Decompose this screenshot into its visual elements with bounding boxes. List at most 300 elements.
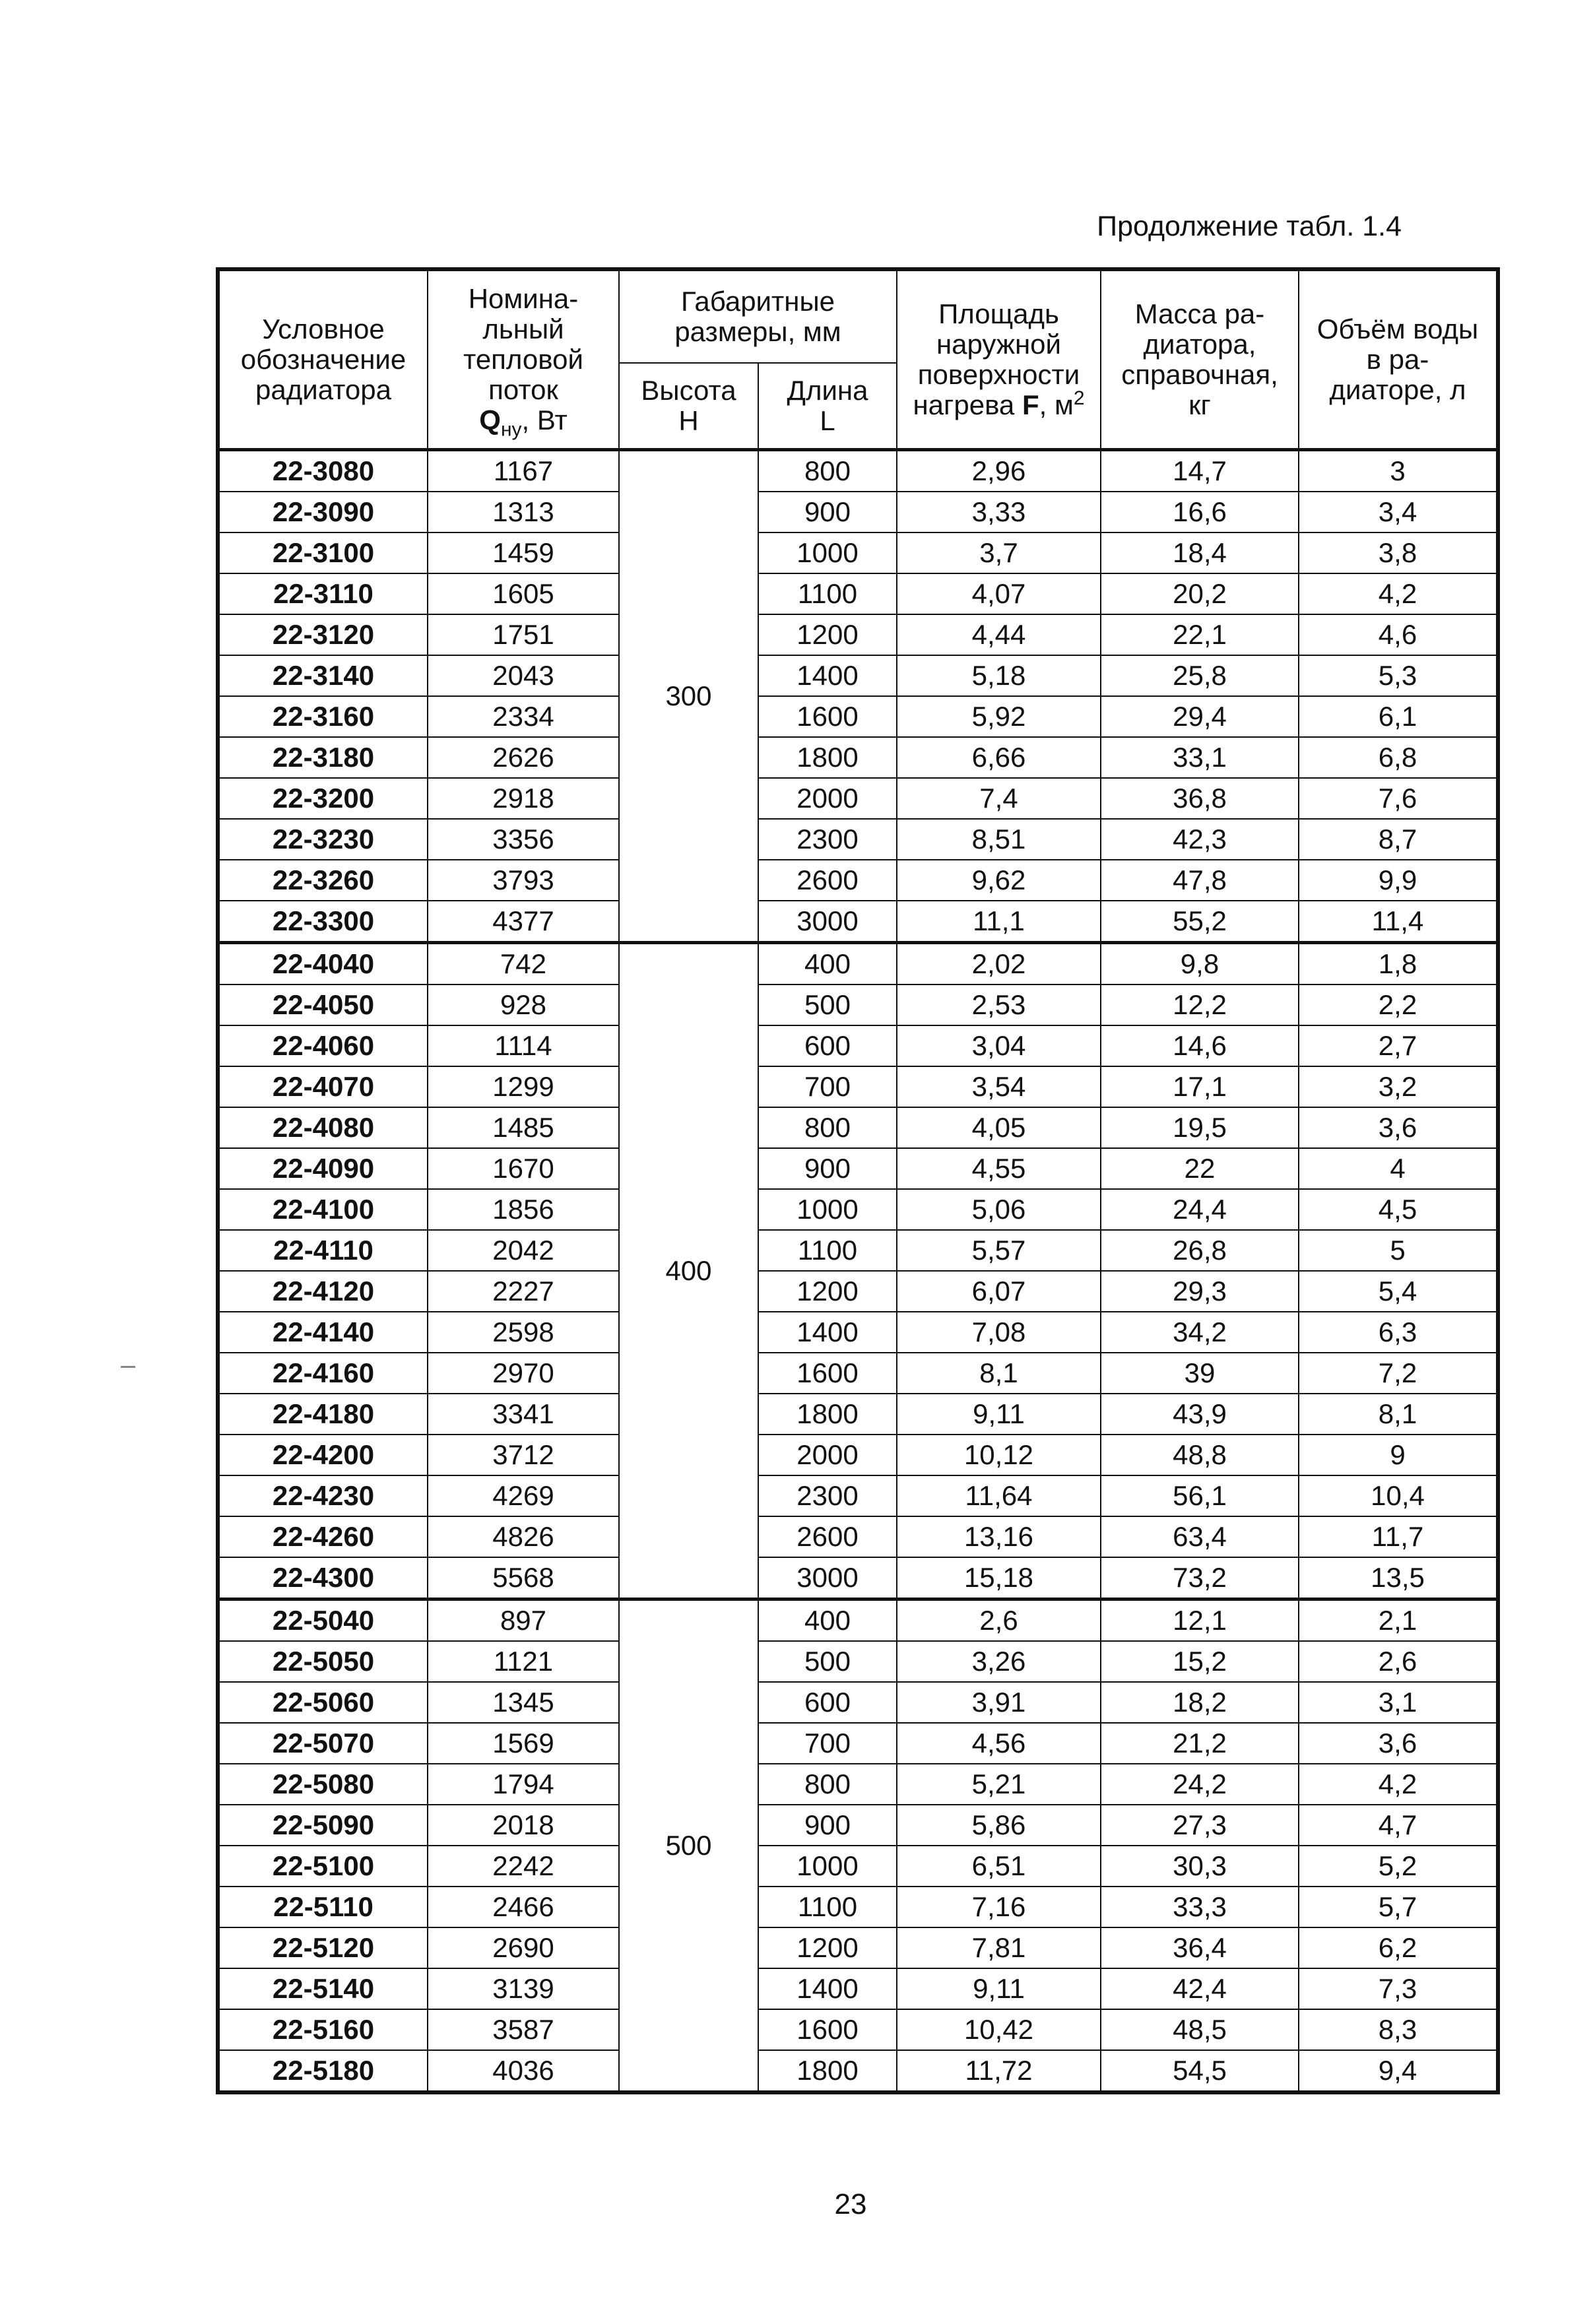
cell-length: 1100 [758,1887,897,1927]
cell-area: 7,4 [897,778,1101,819]
cell-code: 22-4080 [218,1107,428,1148]
cell-power: 2242 [428,1846,619,1887]
cell-code: 22-4140 [218,1312,428,1353]
header-height-symbol: H [678,405,699,436]
cell-power: 4036 [428,2050,619,2092]
cell-power: 1167 [428,450,619,492]
cell-length: 1600 [758,2009,897,2050]
cell-mass: 34,2 [1101,1312,1299,1353]
table-row [218,1887,1498,1927]
cell-length: 700 [758,1066,897,1107]
table-group [218,450,1498,943]
cell-mass: 33,1 [1101,737,1299,778]
table-row [218,819,1498,860]
cell-length: 1100 [758,1230,897,1271]
cell-volume: 2,1 [1299,1599,1498,1642]
cell-length: 1200 [758,1927,897,1968]
cell-power: 5568 [428,1557,619,1599]
cell-volume: 6,2 [1299,1927,1498,1968]
cell-code: 22-3230 [218,819,428,860]
cell-code: 22-4160 [218,1353,428,1394]
cell-area: 4,07 [897,573,1101,614]
cell-volume: 3,2 [1299,1066,1498,1107]
cell-power: 1459 [428,533,619,573]
table-row [218,2050,1498,2092]
cell-power: 897 [428,1599,619,1642]
table-row [218,1353,1498,1394]
cell-volume: 2,2 [1299,984,1498,1025]
cell-length: 1800 [758,2050,897,2092]
cell-mass: 14,7 [1101,450,1299,492]
table-row [218,860,1498,901]
table-row [218,1312,1498,1353]
table-row [218,1968,1498,2009]
cell-mass: 42,3 [1101,819,1299,860]
cell-code: 22-5060 [218,1682,428,1723]
cell-code: 22-4180 [218,1394,428,1435]
header-power-subscript: ну [500,418,522,441]
header-length [758,363,897,450]
cell-length: 800 [758,1107,897,1148]
cell-length: 400 [758,943,897,985]
cell-area: 9,11 [897,1968,1101,2009]
cell-area: 3,91 [897,1682,1101,1723]
cell-power: 1751 [428,614,619,655]
cell-power: 2043 [428,655,619,696]
cell-height-group: 400 [619,943,758,1599]
cell-volume: 10,4 [1299,1475,1498,1516]
table-row [218,1641,1498,1682]
cell-area: 4,44 [897,614,1101,655]
cell-volume: 9,9 [1299,860,1498,901]
cell-code: 22-3160 [218,696,428,737]
cell-power: 1313 [428,492,619,533]
cell-mass: 56,1 [1101,1475,1299,1516]
cell-length: 600 [758,1682,897,1723]
cell-area: 8,1 [897,1353,1101,1394]
header-area-symbol: F [1022,389,1039,420]
cell-volume: 2,6 [1299,1641,1498,1682]
cell-code: 22-5180 [218,2050,428,2092]
cell-code: 22-3090 [218,492,428,533]
cell-code: 22-4070 [218,1066,428,1107]
cell-mass: 48,5 [1101,2009,1299,2050]
cell-height-group: 500 [619,1599,758,2093]
cell-area: 5,86 [897,1805,1101,1846]
table-row [218,2009,1498,2050]
header-area-unit: , [1039,389,1047,420]
cell-code: 22-4230 [218,1475,428,1516]
table-row [218,1516,1498,1557]
cell-power: 742 [428,943,619,985]
cell-mass: 43,9 [1101,1394,1299,1435]
cell-power: 3341 [428,1394,619,1435]
cell-area: 5,92 [897,696,1101,737]
cell-length: 1800 [758,737,897,778]
cell-mass: 54,5 [1101,2050,1299,2092]
cell-code: 22-3100 [218,533,428,573]
header-power-line2: льный [482,313,564,344]
cell-code: 22-5070 [218,1723,428,1764]
cell-volume: 3,8 [1299,533,1498,573]
cell-volume: 3,4 [1299,492,1498,533]
cell-power: 1605 [428,573,619,614]
cell-mass: 17,1 [1101,1066,1299,1107]
cell-power: 1485 [428,1107,619,1148]
cell-length: 2000 [758,778,897,819]
table-row [218,984,1498,1025]
cell-power: 2598 [428,1312,619,1353]
table-row [218,573,1498,614]
cell-power: 3712 [428,1435,619,1475]
cell-length: 2600 [758,1516,897,1557]
cell-area: 13,16 [897,1516,1101,1557]
cell-volume: 4,5 [1299,1189,1498,1230]
cell-area: 4,56 [897,1723,1101,1764]
cell-length: 1000 [758,533,897,573]
cell-length: 1000 [758,1846,897,1887]
cell-mass: 12,1 [1101,1599,1299,1642]
cell-code: 22-5050 [218,1641,428,1682]
cell-area: 6,07 [897,1271,1101,1312]
table-group [218,1599,1498,2093]
cell-length: 1800 [758,1394,897,1435]
cell-code: 22-3300 [218,901,428,943]
cell-area: 5,06 [897,1189,1101,1230]
cell-area: 3,7 [897,533,1101,573]
cell-code: 22-5100 [218,1846,428,1887]
cell-area: 7,81 [897,1927,1101,1968]
header-volume: Объём воды в ра-диаторе, л [1299,269,1498,450]
cell-code: 22-5110 [218,1887,428,1927]
table-row [218,492,1498,533]
table-group [218,943,1498,1599]
cell-area: 5,21 [897,1764,1101,1805]
cell-code: 22-3200 [218,778,428,819]
cell-code: 22-5080 [218,1764,428,1805]
cell-mass: 36,8 [1101,778,1299,819]
cell-length: 3000 [758,901,897,943]
stray-scan-mark [121,1366,135,1368]
cell-length: 1100 [758,573,897,614]
cell-length: 700 [758,1723,897,1764]
table-row [218,1025,1498,1066]
cell-power: 2970 [428,1353,619,1394]
table-row [218,737,1498,778]
cell-code: 22-4110 [218,1230,428,1271]
cell-length: 1200 [758,614,897,655]
radiator-table [216,267,1500,2094]
cell-code: 22-4040 [218,943,428,985]
cell-area: 10,12 [897,1435,1101,1475]
cell-area: 11,64 [897,1475,1101,1516]
cell-area: 9,11 [897,1394,1101,1435]
cell-power: 1670 [428,1148,619,1189]
table-row [218,1557,1498,1599]
page-number: 23 [834,2188,867,2220]
cell-volume: 9 [1299,1435,1498,1475]
cell-mass: 29,3 [1101,1271,1299,1312]
header-length-symbol: L [820,405,835,436]
cell-area: 10,42 [897,2009,1101,2050]
header-power-symbol-line [428,404,618,441]
header-designation: Условное обозначение радиатора [218,269,428,450]
cell-mass: 42,4 [1101,1968,1299,2009]
cell-mass: 14,6 [1101,1025,1299,1066]
cell-volume: 3 [1299,450,1498,492]
table-caption: Продолжение табл. 1.4 [1097,210,1402,242]
cell-power: 2227 [428,1271,619,1312]
cell-length: 900 [758,492,897,533]
cell-length: 900 [758,1805,897,1846]
cell-power: 3356 [428,819,619,860]
header-area-unit2: м [1054,389,1074,420]
cell-code: 22-4090 [218,1148,428,1189]
cell-power: 1856 [428,1189,619,1230]
cell-power: 1569 [428,1723,619,1764]
cell-volume: 13,5 [1299,1557,1498,1599]
cell-volume: 7,3 [1299,1968,1498,2009]
cell-mass: 18,4 [1101,533,1299,573]
cell-code: 22-5120 [218,1927,428,1968]
cell-length: 600 [758,1025,897,1066]
cell-power: 4377 [428,901,619,943]
cell-volume: 4,6 [1299,614,1498,655]
header-dimensions: Габаритные размеры, мм [619,269,897,363]
cell-code: 22-4120 [218,1271,428,1312]
cell-area: 2,6 [897,1599,1101,1642]
table-row [218,1599,1498,1642]
cell-code: 22-5040 [218,1599,428,1642]
cell-area: 3,54 [897,1066,1101,1107]
header-power-line1: Номина- [468,283,579,314]
cell-area: 3,04 [897,1025,1101,1066]
cell-code: 22-4260 [218,1516,428,1557]
cell-power: 1114 [428,1025,619,1066]
cell-volume: 6,3 [1299,1312,1498,1353]
cell-length: 3000 [758,1557,897,1599]
header-height [619,363,758,450]
cell-code: 22-3180 [218,737,428,778]
cell-mass: 47,8 [1101,860,1299,901]
cell-volume: 6,8 [1299,737,1498,778]
cell-area: 8,51 [897,819,1101,860]
cell-volume: 3,6 [1299,1723,1498,1764]
cell-mass: 29,4 [1101,696,1299,737]
cell-code: 22-4200 [218,1435,428,1475]
cell-mass: 27,3 [1101,1805,1299,1846]
table-row [218,1682,1498,1723]
cell-length: 2300 [758,1475,897,1516]
cell-volume: 1,8 [1299,943,1498,985]
cell-area: 5,18 [897,655,1101,696]
cell-code: 22-3140 [218,655,428,696]
cell-code: 22-5090 [218,1805,428,1846]
cell-mass: 36,4 [1101,1927,1299,1968]
cell-volume: 4,2 [1299,573,1498,614]
cell-mass: 73,2 [1101,1557,1299,1599]
table-row [218,1723,1498,1764]
table-row [218,778,1498,819]
cell-power: 4269 [428,1475,619,1516]
cell-area: 2,02 [897,943,1101,985]
cell-length: 1400 [758,1968,897,2009]
cell-length: 800 [758,450,897,492]
cell-power: 2018 [428,1805,619,1846]
cell-code: 22-3080 [218,450,428,492]
cell-mass: 24,2 [1101,1764,1299,1805]
header-length-label: Длина [787,375,868,406]
table-row [218,1435,1498,1475]
cell-length: 500 [758,984,897,1025]
cell-power: 1121 [428,1641,619,1682]
cell-mass: 16,6 [1101,492,1299,533]
cell-power: 1345 [428,1682,619,1723]
table-row [218,1846,1498,1887]
cell-mass: 15,2 [1101,1641,1299,1682]
table-row [218,901,1498,943]
cell-volume: 4,2 [1299,1764,1498,1805]
cell-code: 22-4050 [218,984,428,1025]
cell-volume: 3,1 [1299,1682,1498,1723]
cell-length: 2000 [758,1435,897,1475]
cell-volume: 4 [1299,1148,1498,1189]
cell-area: 7,08 [897,1312,1101,1353]
cell-power: 2334 [428,696,619,737]
cell-code: 22-4060 [218,1025,428,1066]
header-power-line4: поток [488,374,558,405]
cell-length: 900 [758,1148,897,1189]
table-row [218,696,1498,737]
cell-code: 22-3260 [218,860,428,901]
cell-power: 1299 [428,1066,619,1107]
header-power-line3: тепловой [463,344,583,375]
cell-area: 5,57 [897,1230,1101,1271]
cell-volume: 5,2 [1299,1846,1498,1887]
cell-code: 22-5160 [218,2009,428,2050]
cell-power: 2918 [428,778,619,819]
cell-length: 1600 [758,1353,897,1394]
cell-mass: 63,4 [1101,1516,1299,1557]
cell-power: 2626 [428,737,619,778]
header-area-text: Площадь наружной поверхности нагрева [913,298,1080,420]
cell-mass: 18,2 [1101,1682,1299,1723]
table-row [218,1475,1498,1516]
table-row [218,1394,1498,1435]
cell-volume: 2,7 [1299,1025,1498,1066]
table-row [218,1066,1498,1107]
cell-volume: 3,6 [1299,1107,1498,1148]
radiator-table-container [216,267,1500,2094]
cell-mass: 26,8 [1101,1230,1299,1271]
cell-length: 1400 [758,1312,897,1353]
header-height-label: Высота [641,375,736,406]
cell-power: 1794 [428,1764,619,1805]
cell-length: 1200 [758,1271,897,1312]
cell-volume: 4,7 [1299,1805,1498,1846]
table-row [218,1271,1498,1312]
table-row [218,1107,1498,1148]
cell-mass: 19,5 [1101,1107,1299,1148]
cell-power: 2690 [428,1927,619,1968]
table-row [218,943,1498,985]
cell-volume: 5,4 [1299,1271,1498,1312]
table-row [218,1927,1498,1968]
cell-area: 11,1 [897,901,1101,943]
cell-power: 2466 [428,1887,619,1927]
header-power-symbol: Q [479,404,501,436]
cell-volume: 7,6 [1299,778,1498,819]
cell-area: 3,33 [897,492,1101,533]
cell-mass: 9,8 [1101,943,1299,985]
cell-code: 22-4100 [218,1189,428,1230]
cell-mass: 20,2 [1101,573,1299,614]
table-row [218,1230,1498,1271]
table-row [218,1805,1498,1846]
cell-volume: 8,7 [1299,819,1498,860]
cell-code: 22-5140 [218,1968,428,2009]
cell-mass: 25,8 [1101,655,1299,696]
table-row [218,450,1498,492]
cell-mass: 24,4 [1101,1189,1299,1230]
cell-volume: 5,7 [1299,1887,1498,1927]
table-row [218,1764,1498,1805]
cell-power: 3587 [428,2009,619,2050]
header-power-unit: , Вт [521,404,568,436]
header-mass: Масса ра-диатора, справочная, кг [1101,269,1299,450]
cell-area: 7,16 [897,1887,1101,1927]
cell-area: 9,62 [897,860,1101,901]
table-row [218,1148,1498,1189]
cell-code: 22-3110 [218,573,428,614]
cell-area: 3,26 [897,1641,1101,1682]
cell-mass: 30,3 [1101,1846,1299,1887]
cell-volume: 8,3 [1299,2009,1498,2050]
cell-mass: 55,2 [1101,901,1299,943]
cell-power: 3139 [428,1968,619,2009]
cell-volume: 11,4 [1299,901,1498,943]
cell-mass: 48,8 [1101,1435,1299,1475]
cell-power: 2042 [428,1230,619,1271]
cell-area: 2,53 [897,984,1101,1025]
cell-length: 800 [758,1764,897,1805]
cell-volume: 11,7 [1299,1516,1498,1557]
cell-area: 2,96 [897,450,1101,492]
cell-power: 4826 [428,1516,619,1557]
header-area-unit-sup: 2 [1073,387,1085,409]
cell-length: 1600 [758,696,897,737]
cell-length: 1000 [758,1189,897,1230]
cell-length: 400 [758,1599,897,1642]
cell-area: 15,18 [897,1557,1101,1599]
table-row [218,614,1498,655]
cell-volume: 6,1 [1299,696,1498,737]
cell-mass: 22 [1101,1148,1299,1189]
cell-length: 1400 [758,655,897,696]
table-row [218,1189,1498,1230]
cell-power: 928 [428,984,619,1025]
cell-length: 2300 [758,819,897,860]
cell-mass: 39 [1101,1353,1299,1394]
header-power [428,269,619,450]
cell-area: 4,05 [897,1107,1101,1148]
cell-volume: 5 [1299,1230,1498,1271]
table-row [218,655,1498,696]
table-row [218,533,1498,573]
cell-area: 6,66 [897,737,1101,778]
cell-volume: 9,4 [1299,2050,1498,2092]
cell-area: 4,55 [897,1148,1101,1189]
